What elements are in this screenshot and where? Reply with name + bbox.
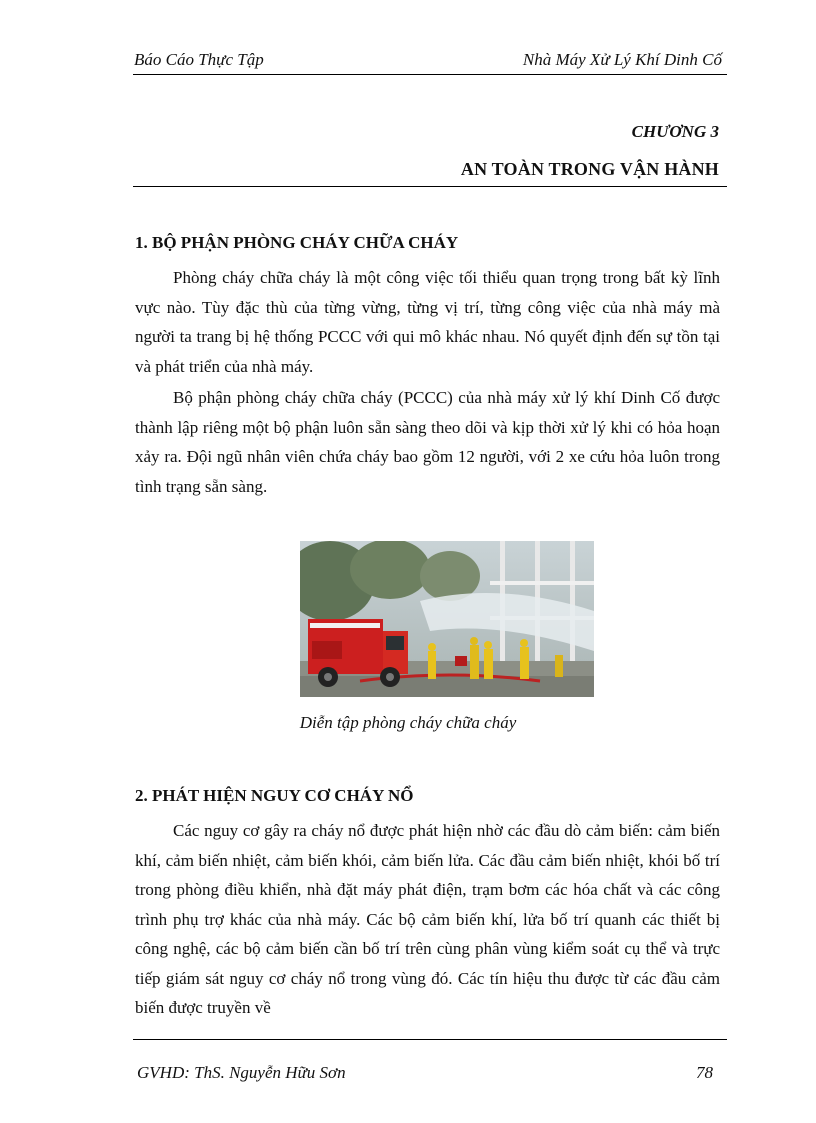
section-2-paragraph: Các nguy cơ gây ra cháy nổ được phát hiện nhờ các đầu dò cảm biến: cảm biến khí, cảm biến nhiệt, cảm biến khói, cảm biến lửa. Các đầu cảm biến nhiệt, khói bố trí trong phòng điều khiển, nhà đặt máy phát điện, trạm bơm các hóa chất và các công trình phụ trợ khác của nhà máy. Các bộ cảm biến khí, lửa bố trí quanh các thiết bị công nghệ, các bộ cảm biến cần bố trí trên cùng phân vùng kiểm soát cụ thể và trực tiếp giám sát nguy cơ cháy nổ trong vùng đó. Các tín hiệu thu được từ các đầu cảm biến được truyền về <box>135 821 720 1017</box>
footer-advisor: GVHD: ThS. Nguyễn Hữu Sơn <box>137 1063 346 1082</box>
chapter-title: AN TOÀN TRONG VẬN HÀNH <box>460 159 719 179</box>
header-report-title: Báo Cáo Thực Tập <box>134 50 264 69</box>
chapter-number: CHƯƠNG 3 <box>631 122 719 141</box>
fire-drill-illustration <box>300 541 594 697</box>
header-divider <box>133 74 727 75</box>
header-plant-name: Nhà Máy Xử Lý Khí Dinh Cố <box>522 50 722 69</box>
chapter-divider <box>133 186 727 187</box>
figure-caption: Diễn tập phòng cháy chữa cháy <box>299 713 517 732</box>
section-2-heading: 2. PHÁT HIỆN NGUY CƠ CHÁY NỔ <box>135 786 414 805</box>
section-1-heading: 1. BỘ PHẬN PHÒNG CHÁY CHỮA CHÁY <box>135 233 459 252</box>
footer-divider <box>133 1039 727 1040</box>
page-number: 78 <box>696 1063 713 1082</box>
section-1-paragraph: Bộ phận phòng cháy chữa cháy (PCCC) của nhà máy xử lý khí Dinh Cố được thành lập riêng một bộ phận luôn sẵn sàng theo dõi và kịp thời xử lý khi có hỏa hoạn xảy ra. Đội ngũ nhân viên chứa cháy bao gồm 12 người, với 2 xe cứu hỏa luôn trong tình trạng sẵn sàng. <box>135 388 720 496</box>
fire-drill-photo <box>300 541 594 697</box>
section-1-paragraph: Phòng cháy chữa cháy là một công việc tối thiểu quan trọng trong bất kỳ lĩnh vực nào. Tùy đặc thù của từng vừng, từng vị trí, từng công việc của nhà máy mà người ta trang bị hệ thống PCCC với qui mô khác nhau. Nó quyết định đến sự tồn tại và phát triển của nhà máy. <box>135 268 720 376</box>
